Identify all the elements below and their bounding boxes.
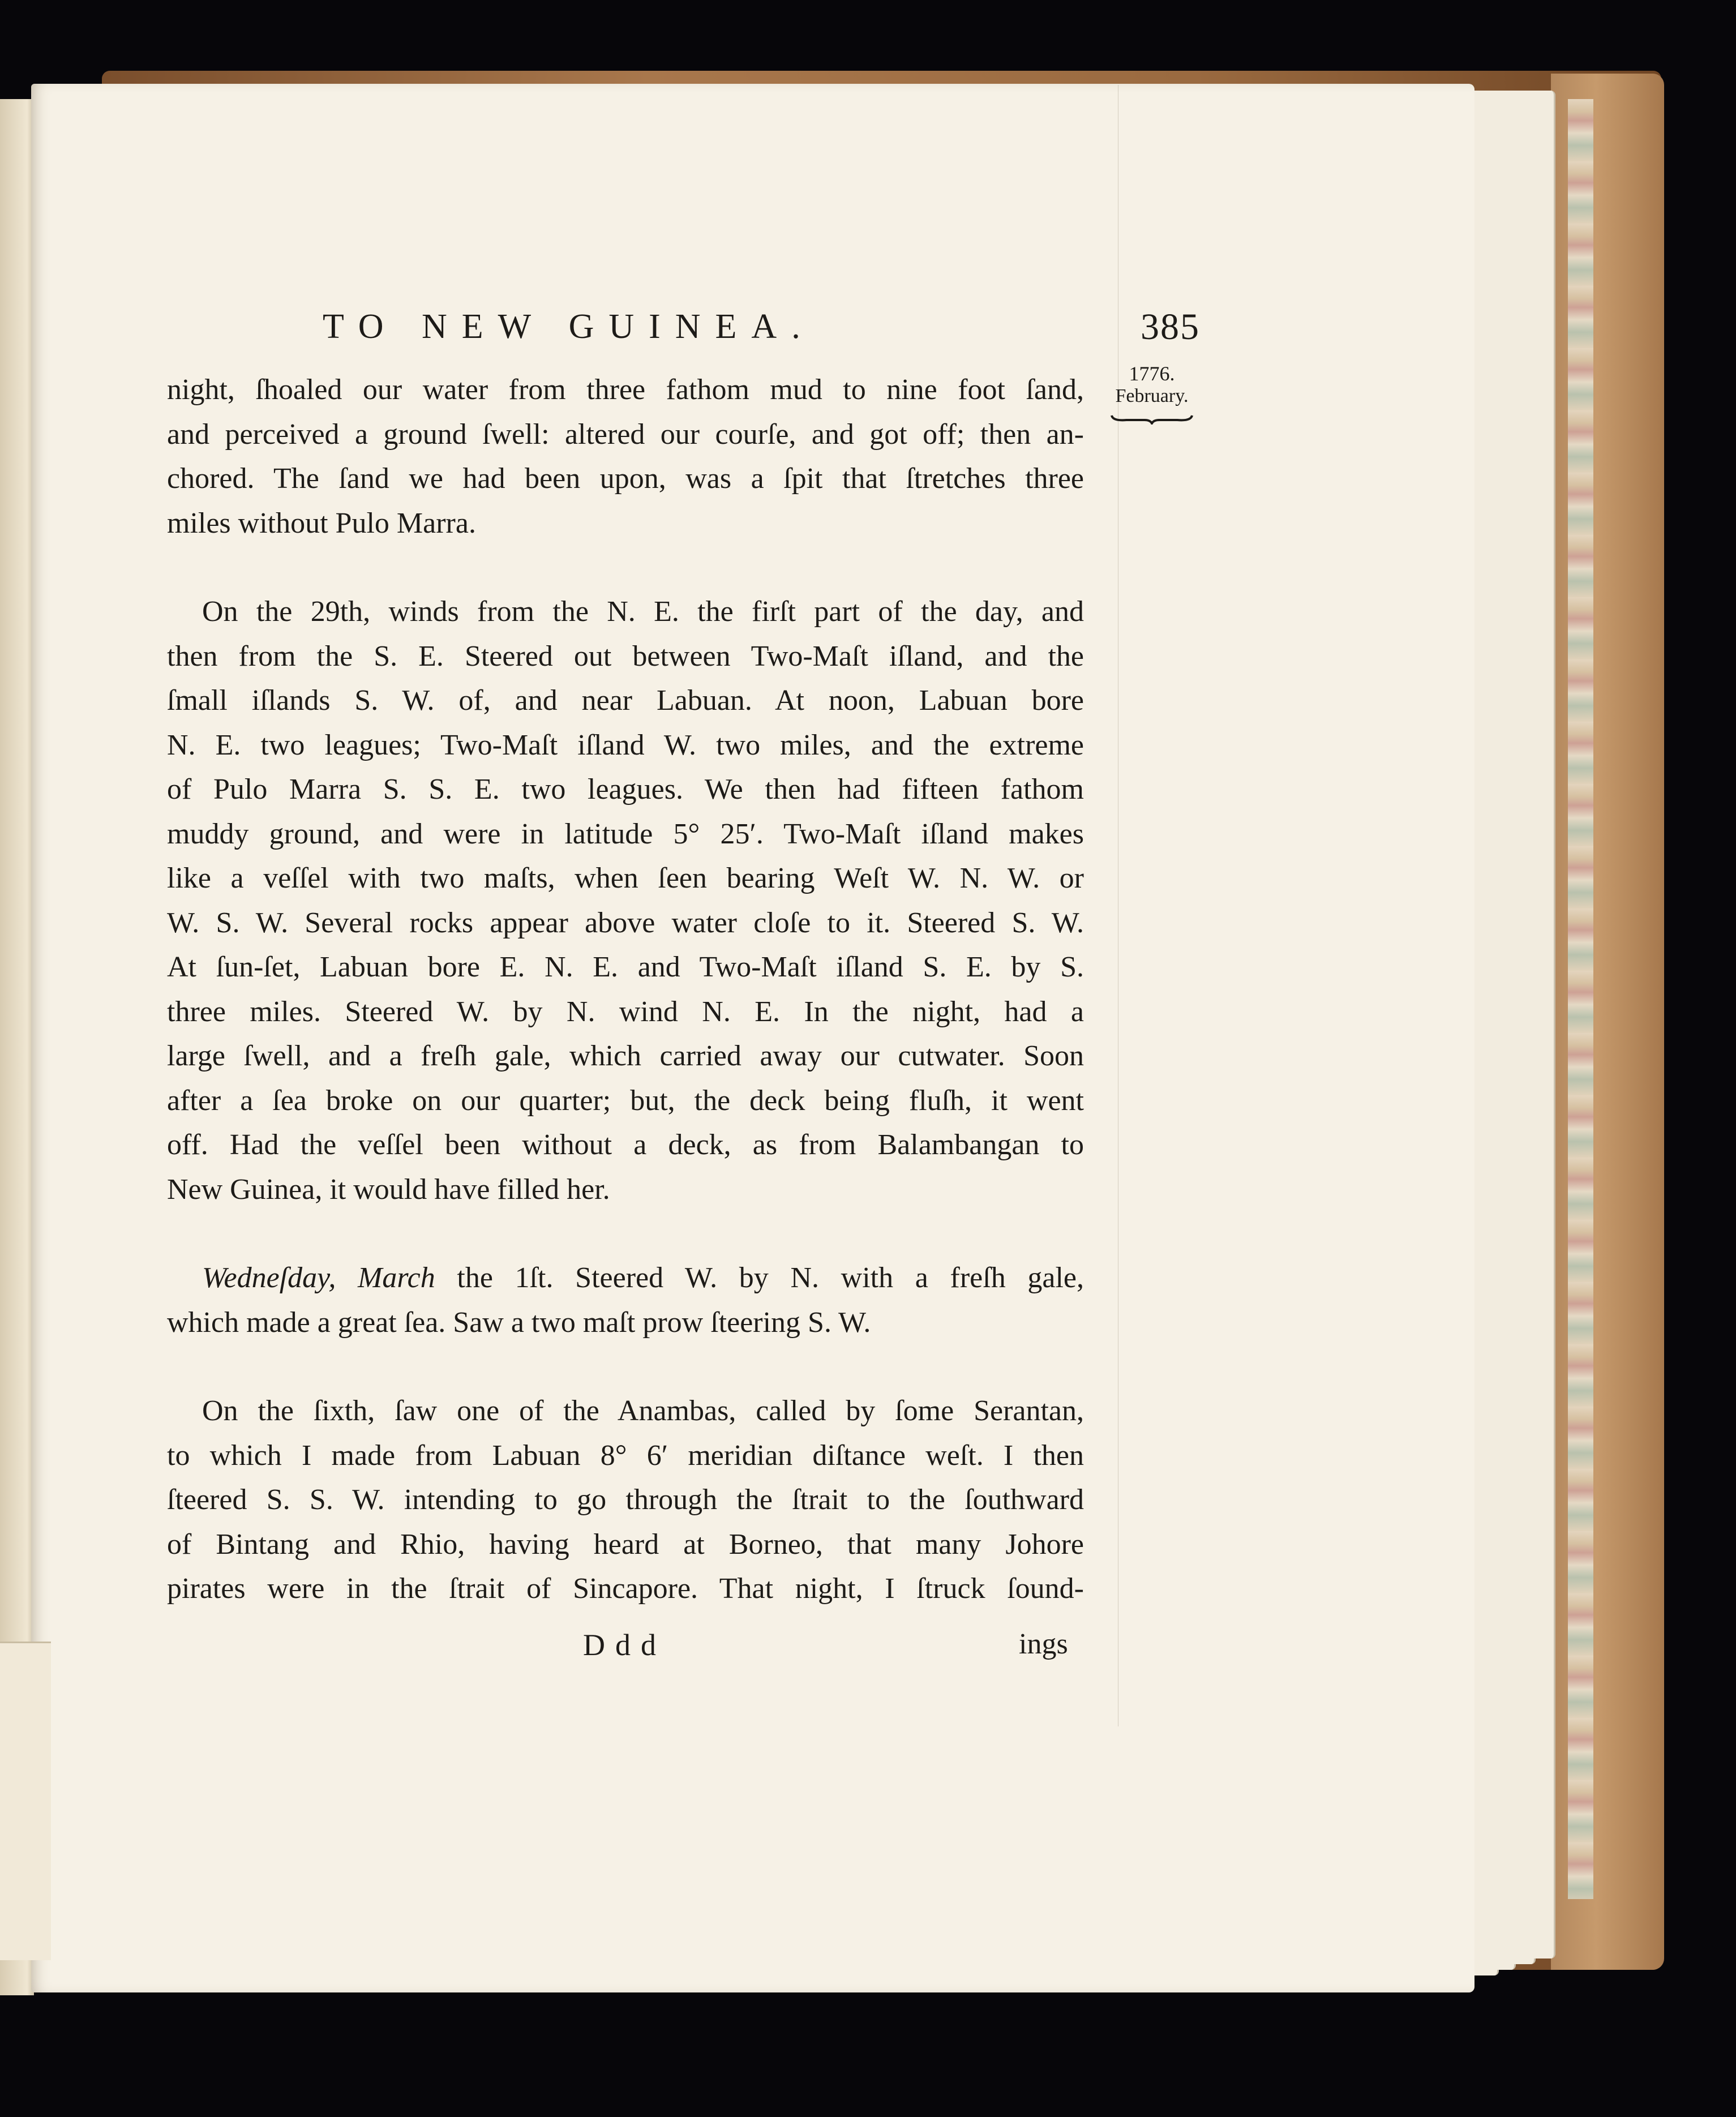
text-line: pirates were in the ſtrait of Sincapore. That night, I ſtruck ſound- [167, 1572, 1084, 1605]
text-line [167, 1256, 1084, 1301]
text-line: N. E. two leagues; Two-Maſt iſland W. two miles, and the extreme [167, 728, 1084, 761]
paragraph-1 [167, 368, 1084, 546]
date-label: Wedneſday, March [202, 1262, 435, 1294]
running-title: TO NEW GUINEA. [323, 307, 815, 346]
page-number: 385 [1141, 306, 1200, 348]
facing-page-fold [0, 1642, 51, 1960]
text-line: New Guinea, it would have filled her. [167, 1173, 610, 1206]
text-line: of Pulo Marra S. S. E. two leagues. We then had fifteen fathom [167, 773, 1084, 805]
text-line: ſmall iſlands S. W. of, and near Labuan. At noon, Labuan bore [167, 684, 1084, 717]
text-line: On the ſixth, ſaw one of the Anambas, called by ſome Serantan, [202, 1395, 1084, 1427]
text-line: night, ſhoaled our water from three fathom mud to nine foot ſand, [167, 374, 1084, 406]
text-line: muddy ground, and were in latitude 5° 25′. Two-Maſt iſland makes [167, 817, 1084, 850]
text-line: after a ſea broke on our quarter; but, the deck being fluſh, it went [167, 1084, 1084, 1117]
text-line: then from the S. E. Steered out between Two-Maſt iſland, and the [167, 640, 1084, 672]
marbled-endpaper [1568, 99, 1593, 1899]
margin-year: 1776. [1129, 362, 1175, 385]
margin-date-note [1101, 362, 1203, 425]
text-line: to which I made from Labuan 8° 6′ meridian diſtance weſt. I then [167, 1439, 1084, 1472]
text-line: of Bintang and Rhio, having heard at Borneo, that many Johore [167, 1528, 1084, 1561]
text-line: which made a great ſea. Saw a two maſt prow ſteering S. W. [167, 1306, 871, 1339]
catchword: ings [1019, 1628, 1068, 1660]
body-text [167, 368, 1084, 1612]
text-run: the 1ſt. Steered W. by N. with a freſh gale, [435, 1262, 1084, 1294]
text-line: ſteered S. S. W. intending to go through the ſtrait to the ſouthward [167, 1484, 1084, 1516]
text-line: On the 29th, winds from the N. E. the firſt part of the day, and [202, 595, 1084, 628]
paragraph-2 [167, 590, 1084, 1212]
page-stack [1517, 91, 1555, 1959]
brace-ornament [1109, 412, 1194, 425]
paragraph-4 [167, 1389, 1084, 1612]
text-line: At ſun-ſet, Labuan bore E. N. E. and Two-Maſt iſland S. E. by S. [167, 951, 1084, 983]
text-line: large ſwell, and a freſh gale, which carried away our cutwater. Soon [167, 1040, 1084, 1072]
paragraph-3 [167, 1256, 1084, 1345]
margin-month: February. [1115, 385, 1189, 406]
text-line: like a veſſel with two maſts, when ſeen bearing Weſt W. N. W. or [167, 862, 1084, 894]
text-line: chored. The ſand we had been upon, was a ſpit that ſtretches three [167, 462, 1084, 495]
signature-mark: Ddd [583, 1628, 666, 1662]
text-line: off. Had the veſſel been without a deck, as from Balambangan to [167, 1129, 1084, 1161]
text-line: W. S. W. Several rocks appear above water cloſe to it. Steered S. W. [167, 906, 1084, 939]
text-line: miles without Pulo Marra. [167, 507, 476, 539]
text-line: and perceived a ground ſwell: altered our courſe, and got off; then an- [167, 418, 1084, 451]
text-line: three miles. Steered W. by N. wind N. E. In the night, had a [167, 995, 1084, 1028]
